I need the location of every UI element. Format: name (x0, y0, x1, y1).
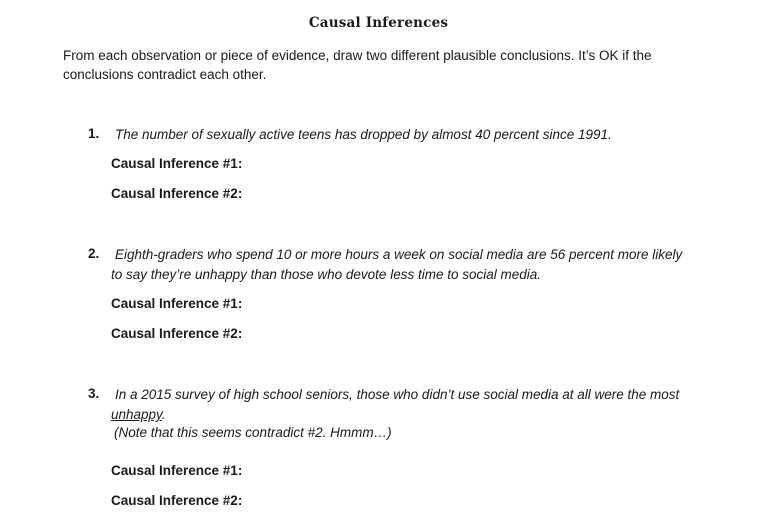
question-2-number: 2. (88, 246, 100, 261)
question-1-text (111, 125, 711, 145)
question-1-statement: The number of sexually active teens has dropped by almost 40 percent since 1991. (115, 127, 612, 142)
question-2-text (111, 245, 686, 285)
page-title: Causal Inferences (308, 15, 449, 31)
question-3-inference-2-label: Causal Inference #2: (111, 493, 243, 508)
question-3-note: (Note that this seems contradict #2. Hmmm…) (114, 425, 392, 440)
intro-paragraph: From each observation or piece of evidence, draw two different plausible conclusions. It’s OK if the conclusions contradict each other. (63, 48, 652, 82)
question-1-number: 1. (88, 126, 100, 141)
question-3-underlined-word: unhappy (111, 407, 162, 422)
question-2-inference-2-label: Causal Inference #2: (111, 326, 243, 341)
question-3-statement: In a 2015 survey of high school seniors, those who didn’t use social media at all were the most (115, 387, 680, 402)
question-3-number: 3. (88, 386, 100, 401)
question-3-inference-1-label: Causal Inference #1: (111, 463, 243, 478)
question-2-inference-1-label: Causal Inference #1: (111, 296, 243, 311)
question-3-text (111, 385, 686, 425)
question-1-inference-2-label: Causal Inference #2: (111, 186, 243, 201)
question-3-period: . (161, 407, 166, 422)
question-2-statement: Eighth-graders who spend 10 or more hours a week on social media are 56 percent more likely to say they’re unhappy than those who devote less time to social media. (111, 247, 683, 282)
question-1-inference-1-label: Causal Inference #1: (111, 156, 243, 171)
